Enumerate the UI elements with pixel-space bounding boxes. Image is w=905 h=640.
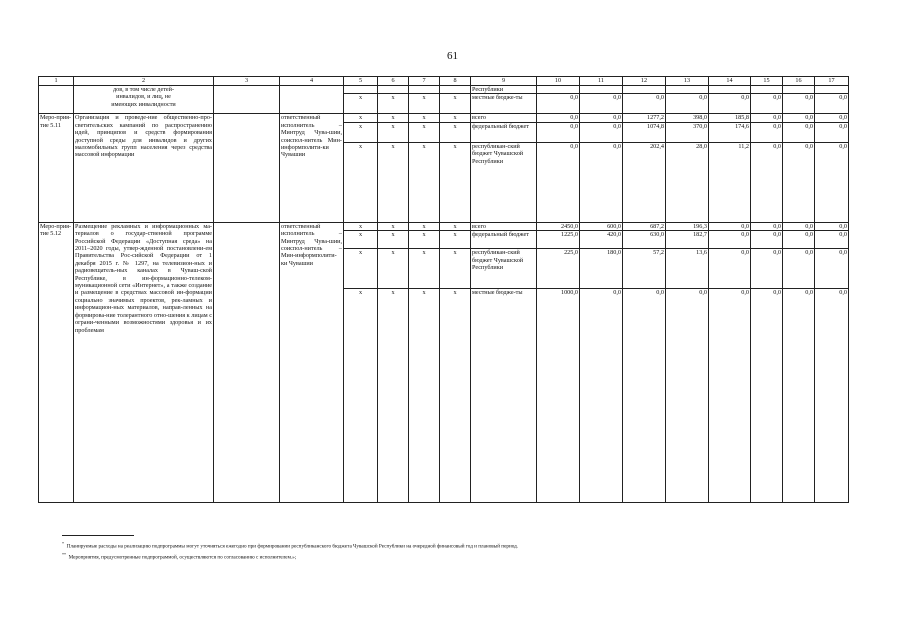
code-cell	[440, 86, 471, 94]
code-cell: x	[409, 142, 440, 222]
value-cell: 0,0	[815, 231, 849, 249]
value-cell: 0,0	[751, 94, 783, 114]
value-cell: 13,6	[666, 249, 709, 289]
value-cell: 600,0	[580, 222, 623, 230]
col-header: 5	[344, 77, 378, 86]
code-cell: x	[409, 222, 440, 230]
value-cell: 196,3	[666, 222, 709, 230]
code-cell: x	[344, 114, 378, 122]
value-cell: 28,0	[666, 142, 709, 222]
value-cell: 0,0	[709, 289, 751, 503]
col-header: 12	[623, 77, 666, 86]
value-cell: 1225,0	[537, 231, 580, 249]
code-cell: x	[378, 289, 409, 503]
code-cell: x	[440, 249, 471, 289]
funding-source-cell: всего	[471, 222, 537, 230]
value-cell: 1074,8	[623, 122, 666, 142]
code-cell: x	[409, 122, 440, 142]
measure-title-cell	[74, 86, 214, 114]
code-cell: x	[409, 249, 440, 289]
value-cell: 630,0	[623, 231, 666, 249]
code-cell: x	[378, 114, 409, 122]
value-cell: 0,0	[815, 222, 849, 230]
col-header: 6	[378, 77, 409, 86]
value-cell: 0,0	[815, 289, 849, 503]
value-cell: 0,0	[783, 94, 815, 114]
value-cell: 0,0	[783, 222, 815, 230]
code-cell: x	[344, 142, 378, 222]
footnote	[62, 551, 842, 562]
measure-title-line: имеющих инвалидности	[111, 100, 176, 108]
col-header: 11	[580, 77, 623, 86]
code-cell: x	[344, 94, 378, 114]
funding-source-cell: республикан-ский бюджет Чувашской Республики	[471, 249, 537, 289]
code-cell: x	[378, 94, 409, 114]
value-cell: 57,2	[623, 249, 666, 289]
table-row	[39, 222, 849, 230]
footnote-text: Планируемые расходы на реализацию подпрограммы могут уточняться ежегодно при формировании республиканского бюджета Чувашской Республики на очередной финансовый год и плановый период.	[66, 543, 519, 550]
value-cell: 0,0	[751, 222, 783, 230]
value-cell: 0,0	[709, 249, 751, 289]
code-cell: x	[440, 222, 471, 230]
funding-source-cell: местные бюдже-ты	[471, 289, 537, 503]
measure-title-line: инвалидов, и лиц, не	[116, 93, 171, 101]
value-cell: 0,0	[751, 114, 783, 122]
value-cell: 0,0	[815, 249, 849, 289]
col-header: 9	[471, 77, 537, 86]
funding-source-cell: федеральный бюджет	[471, 122, 537, 142]
value-cell: 0,0	[751, 142, 783, 222]
value-cell: 0,0	[709, 94, 751, 114]
code-cell: x	[344, 222, 378, 230]
col-header: 14	[709, 77, 751, 86]
measure-id-cell: Меро-прия-тие 5.11	[39, 114, 74, 222]
code-cell: x	[378, 249, 409, 289]
col-header: 10	[537, 77, 580, 86]
code-cell: x	[409, 114, 440, 122]
footnote-separator	[62, 535, 134, 536]
code-cell: x	[409, 231, 440, 249]
measure-id-cell: Меро-прия-тие 5.12	[39, 222, 74, 502]
page-number: 61	[447, 50, 458, 62]
value-cell	[580, 86, 623, 94]
funding-source-cell: Республики	[471, 86, 537, 94]
code-cell: x	[344, 122, 378, 142]
value-cell: 0,0	[580, 289, 623, 503]
value-cell: 0,0	[580, 114, 623, 122]
col-header: 13	[666, 77, 709, 86]
value-cell: 0,0	[751, 249, 783, 289]
empty-cell	[214, 114, 280, 222]
code-cell: x	[440, 142, 471, 222]
col-header: 1	[39, 77, 74, 86]
measure-title-cell: Организация и проведе-ние общественно-про-светительских кампаний по распространению идей, принципов и средств формирования доступной среды для инвалидов и других маломобильных групп населения через средства массовой информации	[74, 114, 214, 222]
col-header: 3	[214, 77, 280, 86]
value-cell: 202,4	[623, 142, 666, 222]
code-cell	[344, 86, 378, 94]
code-cell: x	[440, 94, 471, 114]
value-cell: 0,0	[815, 114, 849, 122]
value-cell: 0,0	[666, 94, 709, 114]
value-cell: 0,0	[783, 289, 815, 503]
value-cell: 225,0	[537, 249, 580, 289]
value-cell: 11,2	[709, 142, 751, 222]
value-cell: 370,0	[666, 122, 709, 142]
value-cell: 0,0	[751, 289, 783, 503]
measure-title-line: дов, в том числе детей-	[112, 86, 175, 93]
funding-source-cell: республикан-ский бюджет Чувашской Республики	[471, 142, 537, 222]
value-cell	[709, 86, 751, 94]
value-cell: 185,8	[709, 114, 751, 122]
footnotes	[62, 540, 842, 561]
measure-id-cell	[39, 86, 74, 114]
empty-cell	[214, 86, 280, 114]
value-cell	[815, 86, 849, 94]
value-cell	[623, 86, 666, 94]
col-header: 8	[440, 77, 471, 86]
col-header: 7	[409, 77, 440, 86]
value-cell: 0,0	[815, 142, 849, 222]
value-cell: 0,0	[623, 94, 666, 114]
footnote-mark: *	[62, 541, 64, 546]
code-cell: x	[378, 142, 409, 222]
value-cell: 0,0	[815, 94, 849, 114]
footnote	[62, 540, 842, 551]
code-cell: x	[378, 231, 409, 249]
value-cell: 182,7	[666, 231, 709, 249]
code-cell: x	[344, 249, 378, 289]
code-cell: x	[440, 122, 471, 142]
value-cell: 0,0	[815, 122, 849, 142]
value-cell: 0,0	[783, 114, 815, 122]
table-row	[39, 114, 849, 122]
code-cell: x	[409, 289, 440, 503]
col-header: 17	[815, 77, 849, 86]
header-row	[39, 77, 849, 86]
measure-title-cell: Размещение рекламных и информационных ма-териалов о государ-ственной программе Российской Федерации «Доступная среда» на 2011–2020 годы, утвер-жденной постановлени-ем Правительства Рос-сийской Федерации от 1 декабря 2015 г. № 1297, на телевизион-ных и радиовещатель-ных каналах в Чуваш-ской Республике, в ин-формационно-телеком-муникационной сети «Интернет», а также создание и размещение в средствах массовой ин-формации социально значимых проектов, рек-ламных и информацион-ных материалов, направ-ленных на формирова-ние толерантного отно-шения к лицам с ограни-ченными возможностями здоровья и их проблемам	[74, 222, 214, 502]
value-cell: 0,0	[709, 222, 751, 230]
value-cell: 398,0	[666, 114, 709, 122]
code-cell: x	[409, 94, 440, 114]
code-cell: x	[344, 231, 378, 249]
executor-cell: ответственный исполнитель – Минтруд Чува-шии, соиспол-нитель – Мин-информполити-ки Чувашии	[280, 222, 344, 502]
value-cell: 1000,0	[537, 289, 580, 503]
table-row	[39, 86, 849, 94]
value-cell: 0,0	[537, 114, 580, 122]
empty-cell	[214, 222, 280, 502]
value-cell: 0,0	[709, 231, 751, 249]
value-cell: 0,0	[666, 289, 709, 503]
col-header: 4	[280, 77, 344, 86]
value-cell: 1277,2	[623, 114, 666, 122]
funding-source-cell: всего	[471, 114, 537, 122]
executor-cell: ответственный исполнитель – Минтруд Чува-шии, соиспол-нитель Мин-информполити-ки Чувашии	[280, 114, 344, 222]
value-cell: 180,0	[580, 249, 623, 289]
value-cell	[783, 86, 815, 94]
funding-source-cell: федеральный бюджет	[471, 231, 537, 249]
value-cell	[751, 86, 783, 94]
code-cell	[378, 86, 409, 94]
value-cell: 0,0	[783, 249, 815, 289]
value-cell: 0,0	[783, 231, 815, 249]
code-cell	[409, 86, 440, 94]
funding-source-cell: местные бюдже-ты	[471, 94, 537, 114]
value-cell: 0,0	[537, 142, 580, 222]
value-cell: 0,0	[537, 94, 580, 114]
value-cell: 0,0	[751, 122, 783, 142]
value-cell	[666, 86, 709, 94]
code-cell: x	[440, 289, 471, 503]
value-cell: 0,0	[751, 231, 783, 249]
col-header: 16	[783, 77, 815, 86]
code-cell: x	[378, 222, 409, 230]
value-cell: 0,0	[580, 122, 623, 142]
value-cell: 0,0	[537, 122, 580, 142]
value-cell: 174,6	[709, 122, 751, 142]
footnote-mark: **	[62, 551, 66, 557]
value-cell	[537, 86, 580, 94]
value-cell: 0,0	[783, 142, 815, 222]
col-header: 2	[74, 77, 214, 86]
value-cell: 0,0	[580, 142, 623, 222]
value-cell: 2450,0	[537, 222, 580, 230]
value-cell: 0,0	[783, 122, 815, 142]
value-cell: 0,0	[623, 289, 666, 503]
program-table	[38, 76, 849, 503]
col-header: 15	[751, 77, 783, 86]
code-cell: x	[440, 114, 471, 122]
value-cell: 687,2	[623, 222, 666, 230]
value-cell: 0,0	[580, 94, 623, 114]
code-cell: x	[440, 231, 471, 249]
executor-cell	[280, 86, 344, 114]
code-cell: x	[344, 289, 378, 503]
footnote-text: Мероприятия, предусмотренные подпрограммой, осуществляются по согласованию с исполнителем.»;	[68, 554, 297, 561]
value-cell: 420,0	[580, 231, 623, 249]
code-cell: x	[378, 122, 409, 142]
